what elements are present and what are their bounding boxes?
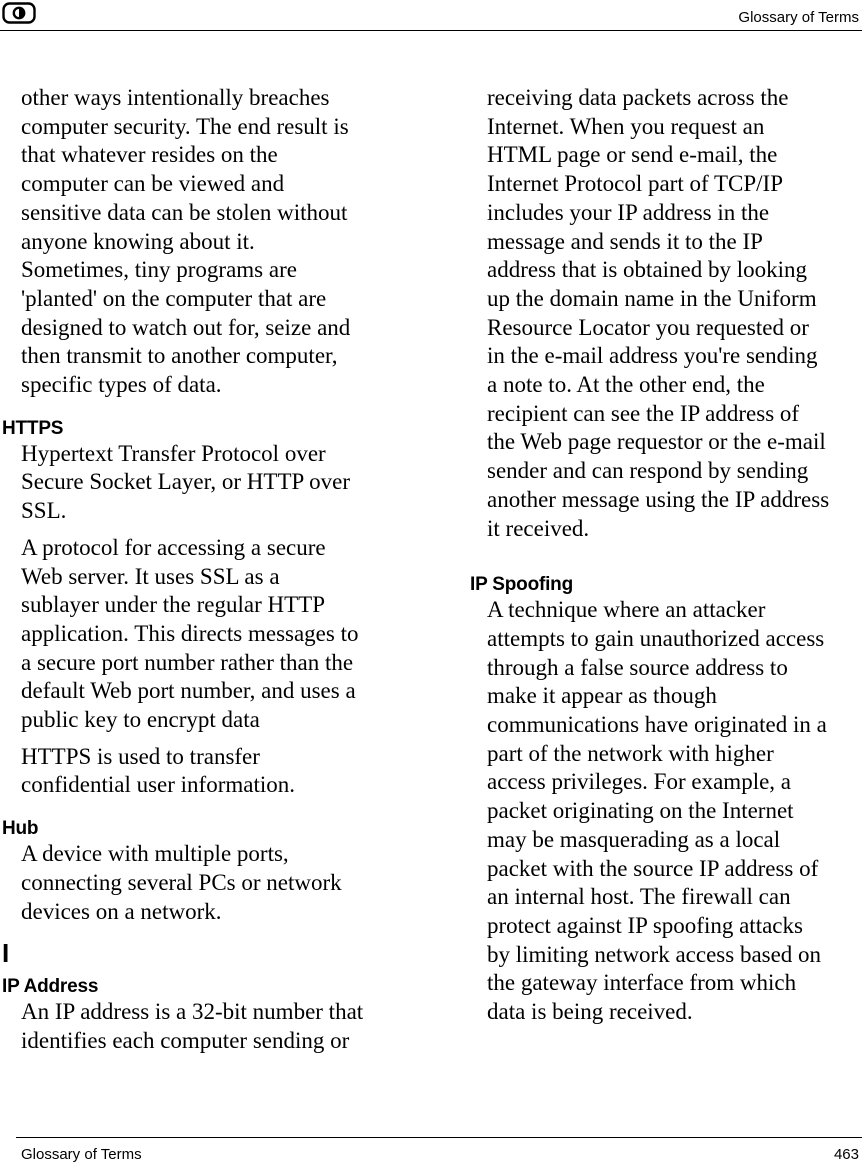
continued-paragraph: other ways intentionally breaches computer security. The end result is that whatever resides on the computer can be viewed and sensitive data can be stolen without anyone knowing about it. Sometimes, tiny programs are 'planted' on the computer that are designed to watch out for, seize and then transmit to another computer, specific types of data. xyxy=(21,85,351,398)
https-definition-3: HTTPS is used to transfer confidential user information. xyxy=(21,743,296,798)
term-hub: Hub xyxy=(2,818,39,840)
checkpoint-logo-icon xyxy=(2,2,36,24)
hub-definition: A device with multiple ports, connecting several PCs or network devices on a network. xyxy=(21,841,342,924)
term-https: HTTPS xyxy=(2,417,64,439)
term-ip-address: IP Address xyxy=(2,976,99,998)
ip-address-definition-start: An IP address is a 32-bit number that identifies each computer sending or xyxy=(21,999,364,1053)
ip-address-definition-continued: receiving data packets across the Internet. When you request an HTML page or send e-mail, the Internet Protocol part of TCP/IP includes your IP address in the message and sends it to the IP address that is obtained by looking up the domain name in the Uniform Resource Locator you requested or in the e-mail address you're sending a note to. At the other end, the recipient can see the IP address of the Web page requestor or the e-mail sender and can respond by sending another message using the IP address it received. xyxy=(487,85,830,541)
ip-spoofing-definition: A technique where an attacker attempts to gain unauthorized access through a false source address to make it appear as though communications have originated in a part of the network with higher access privileges. For example, a packet originating on the Internet may be masquerading as a local packet with the source IP address of an internal host. The firewall can protect against IP spoofing attacks by limiting network access based on the gateway interface from which data is being received. xyxy=(487,597,827,1025)
page-header xyxy=(0,0,862,31)
right-column xyxy=(468,84,862,1027)
term-ip-spoofing: IP Spoofing xyxy=(470,574,573,596)
page-number: 463 xyxy=(833,1146,859,1163)
footer-title: Glossary of Terms xyxy=(21,1146,142,1163)
page-footer xyxy=(16,1137,862,1166)
section-letter: I xyxy=(2,938,10,969)
header-title: Glossary of Terms xyxy=(738,9,859,26)
left-column xyxy=(0,84,400,1056)
https-definition-1: Hypertext Transfer Protocol over Secure Socket Layer, or HTTP over SSL. xyxy=(21,440,351,524)
https-definition-2: A protocol for accessing a secure Web server. It uses SSL as a sublayer under the regular HTTP application. This directs messages to a secure port number rather than the default Web port number, and uses a public key to encrypt data xyxy=(21,534,359,733)
